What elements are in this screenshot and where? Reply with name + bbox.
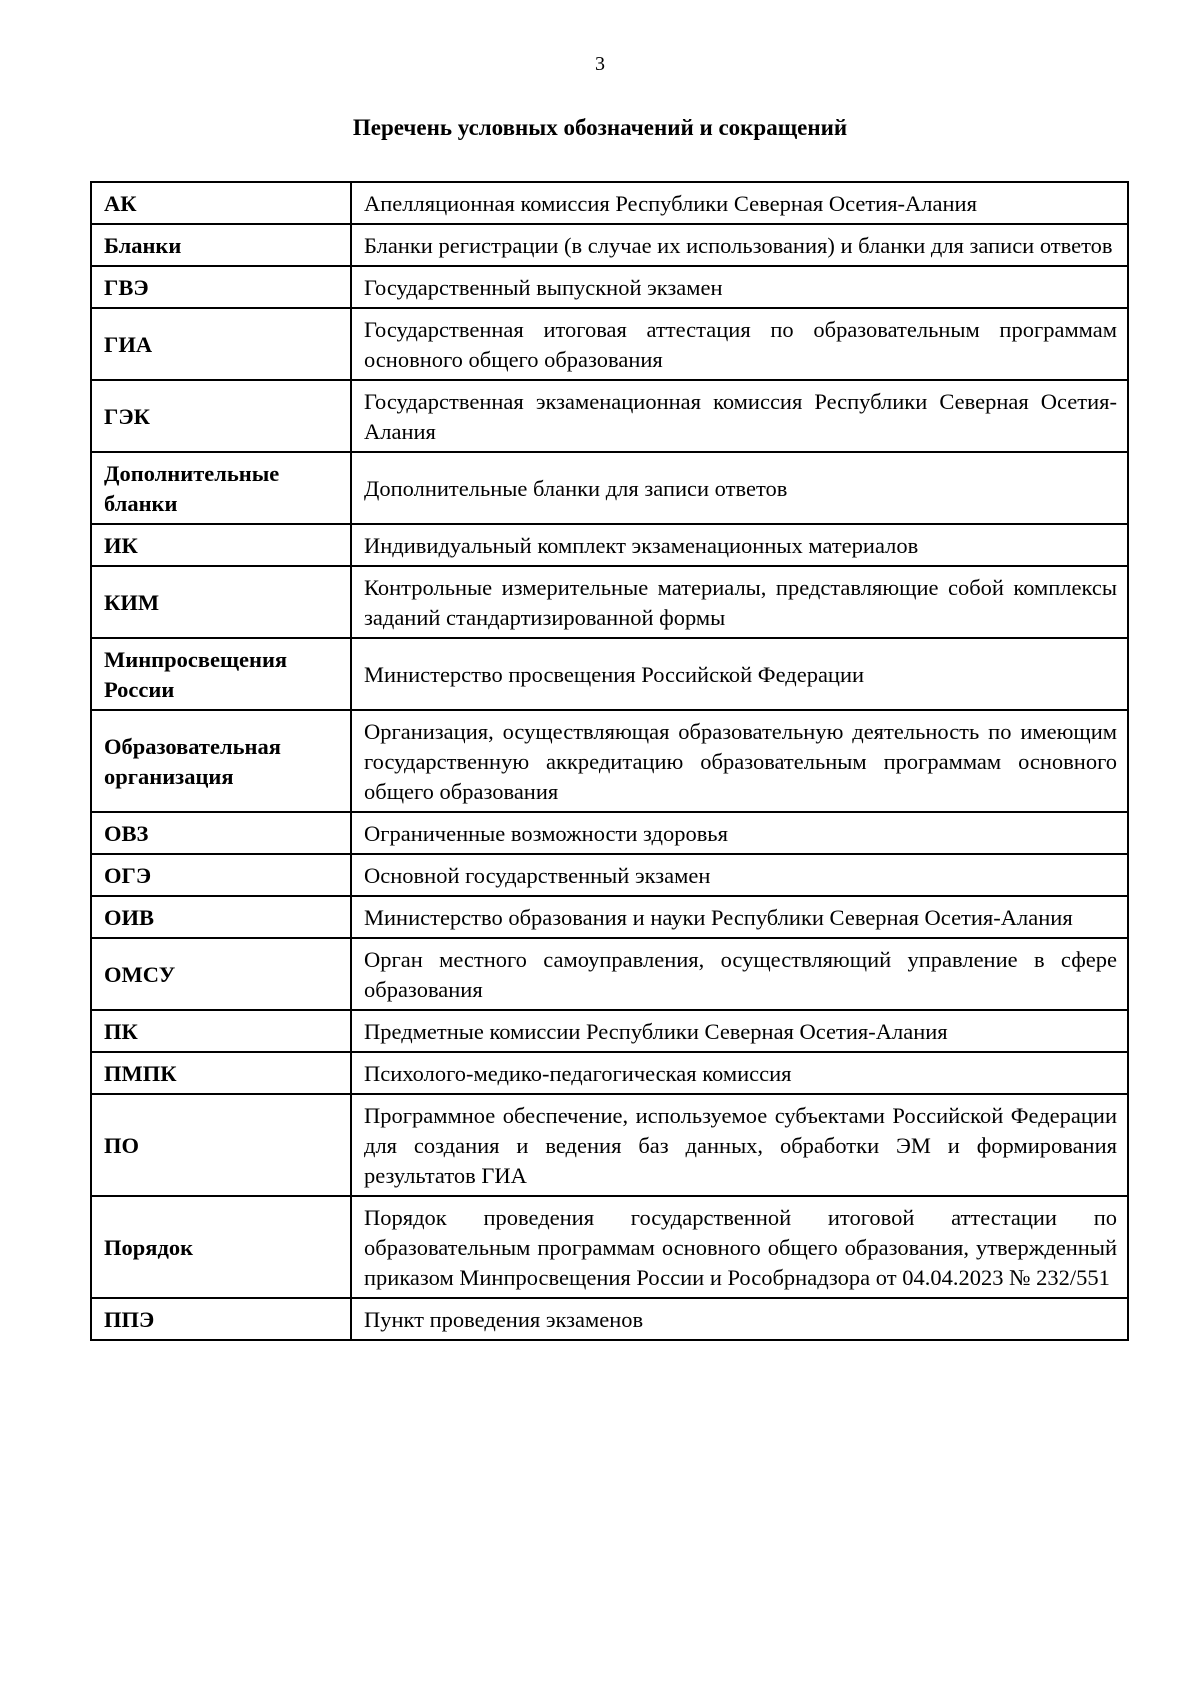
abbreviation-term: КИМ (91, 566, 351, 638)
abbreviation-definition: Дополнительные бланки для записи ответов (351, 452, 1128, 524)
abbreviation-definition: Государственная итоговая аттестация по образовательным программам основного общего образования (351, 308, 1128, 380)
table-row (91, 938, 1128, 1010)
abbreviation-term: ИК (91, 524, 351, 566)
table-row (91, 1196, 1128, 1298)
table-row (91, 182, 1128, 224)
abbreviation-term: ОМСУ (91, 938, 351, 1010)
abbreviation-term: ГИА (91, 308, 351, 380)
abbreviation-definition: Орган местного самоуправления, осуществляющий управление в сфере образования (351, 938, 1128, 1010)
table-row (91, 710, 1128, 812)
table-row (91, 1298, 1128, 1340)
table-row (91, 896, 1128, 938)
abbreviation-term: Дополнительные бланки (91, 452, 351, 524)
abbreviation-term: Порядок (91, 1196, 351, 1298)
abbreviations-table (90, 181, 1129, 1341)
abbreviation-definition: Порядок проведения государственной итоговой аттестации по образовательным программам основного общего образования, утвержденный приказом Минпросвещения России и Рособрнадзора от 04.04.2023 № 232/551 (351, 1196, 1128, 1298)
table-row (91, 524, 1128, 566)
table-row (91, 266, 1128, 308)
abbreviation-term: Минпросвещения России (91, 638, 351, 710)
abbreviation-definition: Индивидуальный комплект экзаменационных материалов (351, 524, 1128, 566)
table-row (91, 854, 1128, 896)
abbreviation-term: ПО (91, 1094, 351, 1196)
abbreviation-term: ППЭ (91, 1298, 351, 1340)
table-row (91, 638, 1128, 710)
abbreviation-term: ПК (91, 1010, 351, 1052)
table-row (91, 812, 1128, 854)
abbreviation-term: Образовательная организация (91, 710, 351, 812)
abbreviation-term: ОГЭ (91, 854, 351, 896)
abbreviation-definition: Организация, осуществляющая образовательную деятельность по имеющим государственную аккредитацию образовательным программам основного общего образования (351, 710, 1128, 812)
page-title: Перечень условных обозначений и сокращений (352, 115, 848, 140)
page-number: 3 (595, 53, 605, 75)
table-row (91, 566, 1128, 638)
table-row (91, 1052, 1128, 1094)
abbreviation-definition: Психолого-медико-педагогическая комиссия (351, 1052, 1128, 1094)
abbreviation-definition: Предметные комиссии Республики Северная Осетия-Алания (351, 1010, 1128, 1052)
abbreviation-definition: Контрольные измерительные материалы, представляющие собой комплексы заданий стандартизированной формы (351, 566, 1128, 638)
abbreviation-definition: Министерство просвещения Российской Федерации (351, 638, 1128, 710)
abbreviation-definition: Бланки регистрации (в случае их использования) и бланки для записи ответов (351, 224, 1128, 266)
table-row (91, 380, 1128, 452)
abbreviation-term: ОИВ (91, 896, 351, 938)
table-row (91, 1010, 1128, 1052)
abbreviation-definition: Основной государственный экзамен (351, 854, 1128, 896)
table-row (91, 452, 1128, 524)
abbreviation-term: ГВЭ (91, 266, 351, 308)
abbreviation-definition: Государственный выпускной экзамен (351, 266, 1128, 308)
abbreviation-definition: Апелляционная комиссия Республики Северная Осетия-Алания (351, 182, 1128, 224)
abbreviation-term: Бланки (91, 224, 351, 266)
abbreviation-definition: Государственная экзаменационная комиссия Республики Северная Осетия-Алания (351, 380, 1128, 452)
table-row (91, 1094, 1128, 1196)
abbreviation-term: ОВЗ (91, 812, 351, 854)
abbreviation-definition: Пункт проведения экзаменов (351, 1298, 1128, 1340)
abbreviation-definition: Министерство образования и науки Республики Северная Осетия-Алания (351, 896, 1128, 938)
abbreviation-term: ПМПК (91, 1052, 351, 1094)
abbreviation-term: АК (91, 182, 351, 224)
abbreviation-definition: Программное обеспечение, используемое субъектами Российской Федерации для создания и ведения баз данных, обработки ЭМ и формирования результатов ГИА (351, 1094, 1128, 1196)
abbreviation-term: ГЭК (91, 380, 351, 452)
table-row (91, 308, 1128, 380)
table-row (91, 224, 1128, 266)
abbreviation-definition: Ограниченные возможности здоровья (351, 812, 1128, 854)
